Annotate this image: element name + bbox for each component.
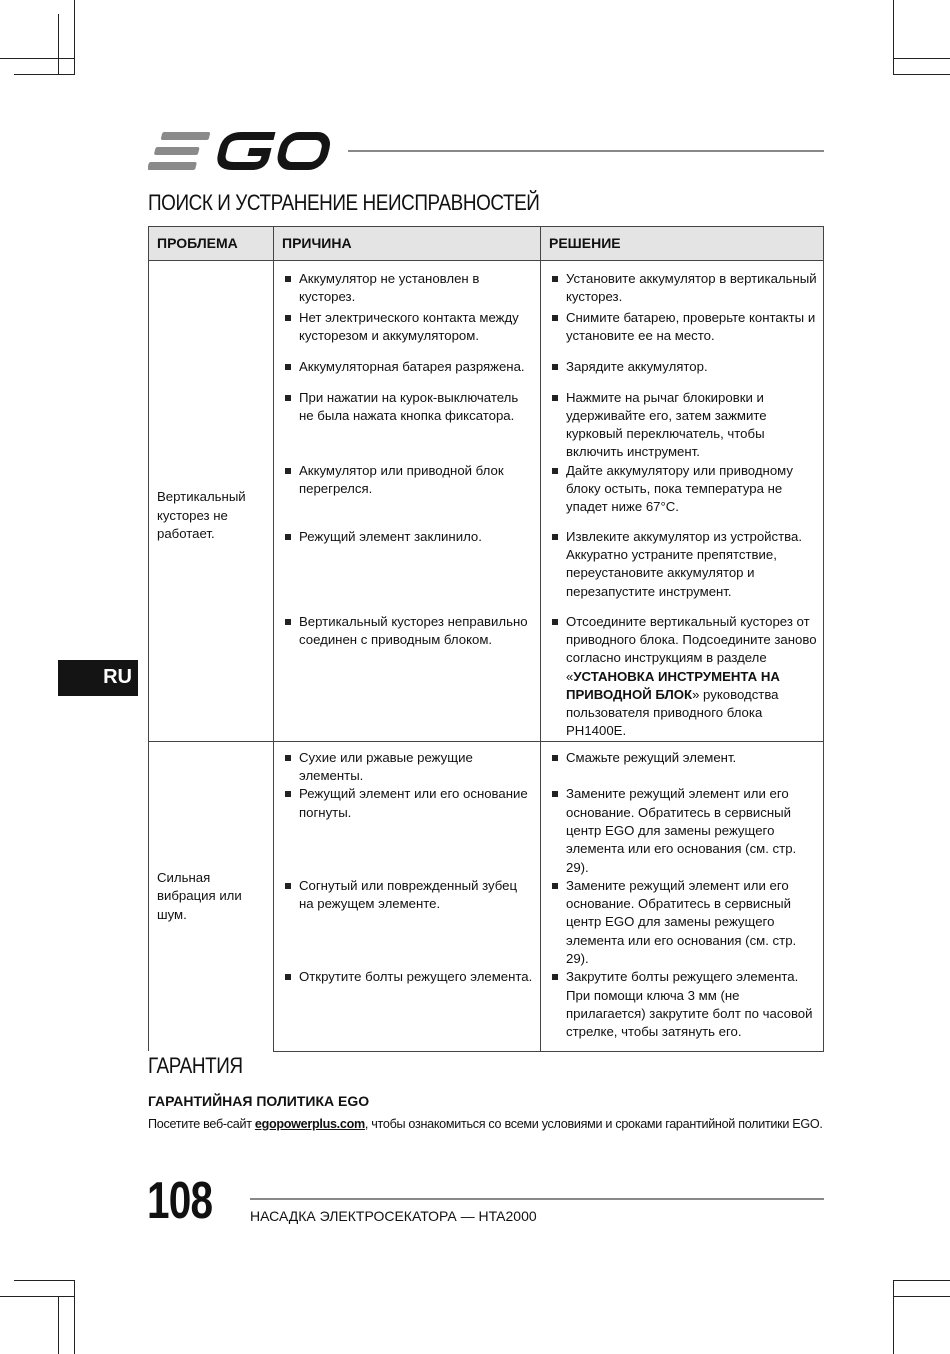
cause-item: При нажатии на курок-выключатель не была нажата кнопка фиксатора. — [274, 389, 540, 426]
crop-mark — [893, 1280, 894, 1354]
solution-item — [541, 613, 823, 741]
crop-mark — [74, 1280, 75, 1354]
warranty-title: ГАРАНТИЯ — [148, 1053, 243, 1078]
cause-item: Режущий элемент или его основание погнуты. — [274, 785, 540, 822]
warranty-text-post: , чтобы ознакомиться со всеми условиями и сроками гарантийной политики EGO. — [364, 1117, 823, 1131]
problem-cell: Сильная вибрация или шум. — [149, 741, 274, 1051]
warranty-link[interactable]: egopowerplus.com — [254, 1117, 365, 1131]
ego-logo-mark — [148, 130, 333, 172]
crop-mark — [893, 0, 894, 75]
page-number: 108 — [147, 1172, 213, 1230]
crop-mark — [74, 0, 75, 75]
cause-item: Открутите болты режущего элемента. — [274, 968, 540, 986]
warranty-subtitle: ГАРАНТИЙНАЯ ПОЛИТИКА EGO — [148, 1093, 370, 1109]
header-cause: ПРИЧИНА — [274, 227, 541, 261]
solution-item: Замените режущий элемент или его основание. Обратитесь в сервисный центр EGO для замены режущего элемента или его основания (см. стр. 29). — [541, 785, 823, 876]
table-header-row — [149, 227, 824, 261]
cause-item: Аккумулятор не установлен в кусторез. — [274, 270, 540, 307]
crop-mark — [893, 74, 950, 75]
cause-item: Согнутый или поврежденный зубец на режущем элементе. — [274, 877, 540, 914]
table-row — [149, 741, 824, 785]
table-row — [149, 261, 824, 309]
solution-item: Извлеките аккумулятор из устройства. Аккуратно устраните препятствие, переустановите аккумулятор и перезапустите инструмент. — [541, 528, 823, 601]
cause-item: Вертикальный кусторез неправильно соединен с приводным блоком. — [274, 613, 540, 650]
solution-section-ref: УСТАНОВКА ИНСТРУМЕНТА НА ПРИВОДНОЙ БЛОК — [566, 668, 780, 702]
cause-item: Аккумулятор или приводной блок перегрелся. — [274, 462, 540, 499]
solution-item: Установите аккумулятор в вертикальный кусторез. — [541, 270, 823, 307]
language-tab — [58, 660, 138, 696]
solution-item: Дайте аккумулятору или приводному блоку остыть, пока температура не упадет ниже 67°C. — [541, 462, 823, 517]
solution-item: Смажьте режущий элемент. — [541, 749, 823, 767]
warranty-text-pre: Посетите веб-сайт — [148, 1117, 255, 1131]
footer-rule — [250, 1198, 824, 1200]
crop-mark — [0, 1296, 75, 1297]
crop-mark — [58, 14, 59, 74]
cause-item: Аккумуляторная батарея разряжена. — [274, 358, 540, 376]
solution-text: Отсоедините вертикальный кусторез от приводного блока. Подсоедините заново согласно инструкциям в разделе « — [566, 613, 817, 684]
crop-mark — [14, 74, 74, 75]
solution-item: Зарядите аккумулятор. — [541, 358, 823, 376]
footer-doc-title: НАСАДКА ЭЛЕКТРОСЕКАТОРА — HTA2000 — [250, 1208, 537, 1224]
solution-item: Замените режущий элемент или его основание. Обратитесь в сервисный центр EGO для замены режущего элемента или его основания (см. стр. 29). — [541, 877, 823, 968]
troubleshooting-table — [148, 226, 824, 1052]
ego-logo — [148, 130, 333, 172]
crop-mark — [893, 1280, 950, 1281]
header-problem: ПРОБЛЕМА — [149, 227, 274, 261]
cause-item: Режущий элемент заклинило. — [274, 528, 540, 546]
crop-mark — [893, 1296, 950, 1297]
warranty-text — [148, 1117, 828, 1131]
solution-item: Нажмите на рычаг блокировки и удерживайте его, затем зажмите курковый переключатель, чтобы включить инструмент. — [541, 389, 823, 462]
problem-cell: Вертикальный кусторез не работает. — [149, 261, 274, 742]
header-rule — [348, 150, 824, 152]
cause-item: Нет электрического контакта между кусторезом и аккумулятором. — [274, 309, 540, 346]
cause-item: Сухие или ржавые режущие элементы. — [274, 749, 540, 786]
crop-mark — [0, 58, 75, 59]
header-solution: РЕШЕНИЕ — [541, 227, 824, 261]
crop-mark — [14, 1280, 74, 1281]
solution-item: Снимите батарею, проверьте контакты и установите ее на место. — [541, 309, 823, 346]
solution-item: Закрутите болты режущего элемента. При помощи ключа 3 мм (не прилагается) закрутите болт по часовой стрелке, чтобы затянуть его. — [541, 968, 823, 1041]
crop-mark — [893, 58, 950, 59]
troubleshooting-title: ПОИСК И УСТРАНЕНИЕ НЕИСПРАВНОСТЕЙ — [148, 190, 540, 215]
solution-text: » руководства пользователя приводного блока PH1400E. — [566, 686, 779, 739]
crop-mark — [58, 1296, 59, 1354]
language-tab-label: RU — [103, 666, 132, 688]
